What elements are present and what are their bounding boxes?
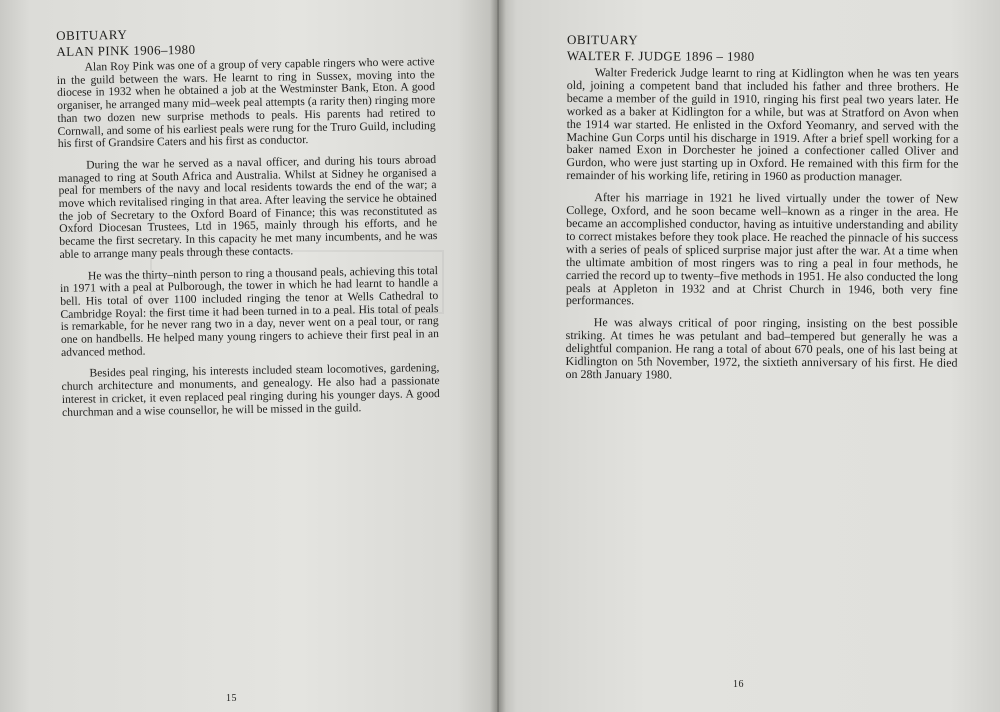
paragraph: He was the thirty–ninth person to ring a thousand peals, achieving this total in 1971 with a peal at Pulborough, the tower in which he had learnt to handle a bell. His total of over 1100 included ringing the tenor at Wells Cathedral to Cambridge Royal: the first time it had been turned in to a peal. His total of peals is remarkable, for he never rang two in a day, never went on a peal tour, or rang one on handbells. He helped many young ringers to achieve their first peal in an advanced method. — [59, 263, 439, 359]
obituary-heading: ALAN PINK 1906–1980 — [56, 41, 196, 59]
section-label: OBITUARY — [566, 32, 639, 48]
paragraph: Walter Frederick Judge learnt to ring at Kidlington when he was ten years old, joining a competent band that included his father and three brothers. He became a member of the guild in 1910, ringing his first peal two years later. He worked as a baker at Kidlington for a while, but was at Stratford on Avon when the 1914 war started. He enlisted in the Oxford Yeomanry, and served with the Machine Gun Corps until his discharge in 1919. After a brief spell working for a baker named Exon in Dorchester he joined a confectioner called Oliver and Gurdon, who were just starting up in Oxford. He remained with this firm for the remainder of his working life, retiring in 1960 as production manager. — [566, 65, 959, 184]
paragraph: During the war he served as a naval officer, and during his tours abroad managed to ring at South Africa and Australia. Whilst at Sidney he organised a peal for members of the navy and local residents towards the end of the war; a move which revitalised ringing in that area. After leaving the service he obtained the job of Secretary to the Oxford Board of Finance; this was reconstituted as Oxford Diocesan Trustees, Ltd in 1965, mainly through his efforts, and he became the first secretary. In this capacity he met many incumbents, and he was able to arrange many peals through these contacts. — [58, 152, 438, 261]
paragraph: Besides peal ringing, his interests included steam locomotives, gardening, church architecture and monuments, and genealogy. He also had a passionate interest in cricket, it even replaced peal ringing during his younger days. A good churchman and a wise counsellor, he will be missed in the guild. — [61, 361, 440, 419]
paragraph: He was always critical of poor ringing, insisting on the best possible striking. At times he was petulant and bad–tempered but generally he was a delightful companion. He rang a total of about 670 peals, one of his last being at Kidlington on 5th November, 1972, the sixtieth anniversary of his first. He died on 28th January 1980. — [565, 315, 958, 382]
obituary-heading: WALTER F. JUDGE 1896 – 1980 — [566, 47, 755, 64]
obituary-walter-judge — [565, 32, 959, 392]
page-number-right: 16 — [733, 679, 744, 690]
page-number-left: 15 — [226, 693, 237, 704]
paragraph: After his marriage in 1921 he lived virtually under the tower of New College, Oxford, and he soon became well–known as a ringer in the area. He became an accomplished conductor, having as intuitive understanding and ability to correct mistakes before they took place. He reached the pinnacle of his success with a series of peals of spliced surprise major just after the war. At a time when the ultimate ambition of most ringers was to ring a peal in four methods, he carried the record up to twenty–five methods in 1951. He also conducted the long peals at Appleton in 1932 and at Christ Church in 1946, both very fine performances. — [565, 190, 959, 308]
obituary-alan-pink — [56, 22, 440, 428]
section-label: OBITUARY — [56, 26, 128, 43]
paragraph: Alan Roy Pink was one of a group of very capable ringers who were active in the guild between the wars. He learnt to ring in Sussex, moving into the diocese in 1932 when he obtained a job at the Westminster Bank, Eton. A good organiser, he arranged many mid–week peal attempts (a rarity then) ringing more than two dozen new surprise methods to peals. His parents had retired to Cornwall, and some of his earliest peals were rung for the Truro Guild, including his first of Grandsire Caters and his first as conductor. — [56, 55, 436, 151]
